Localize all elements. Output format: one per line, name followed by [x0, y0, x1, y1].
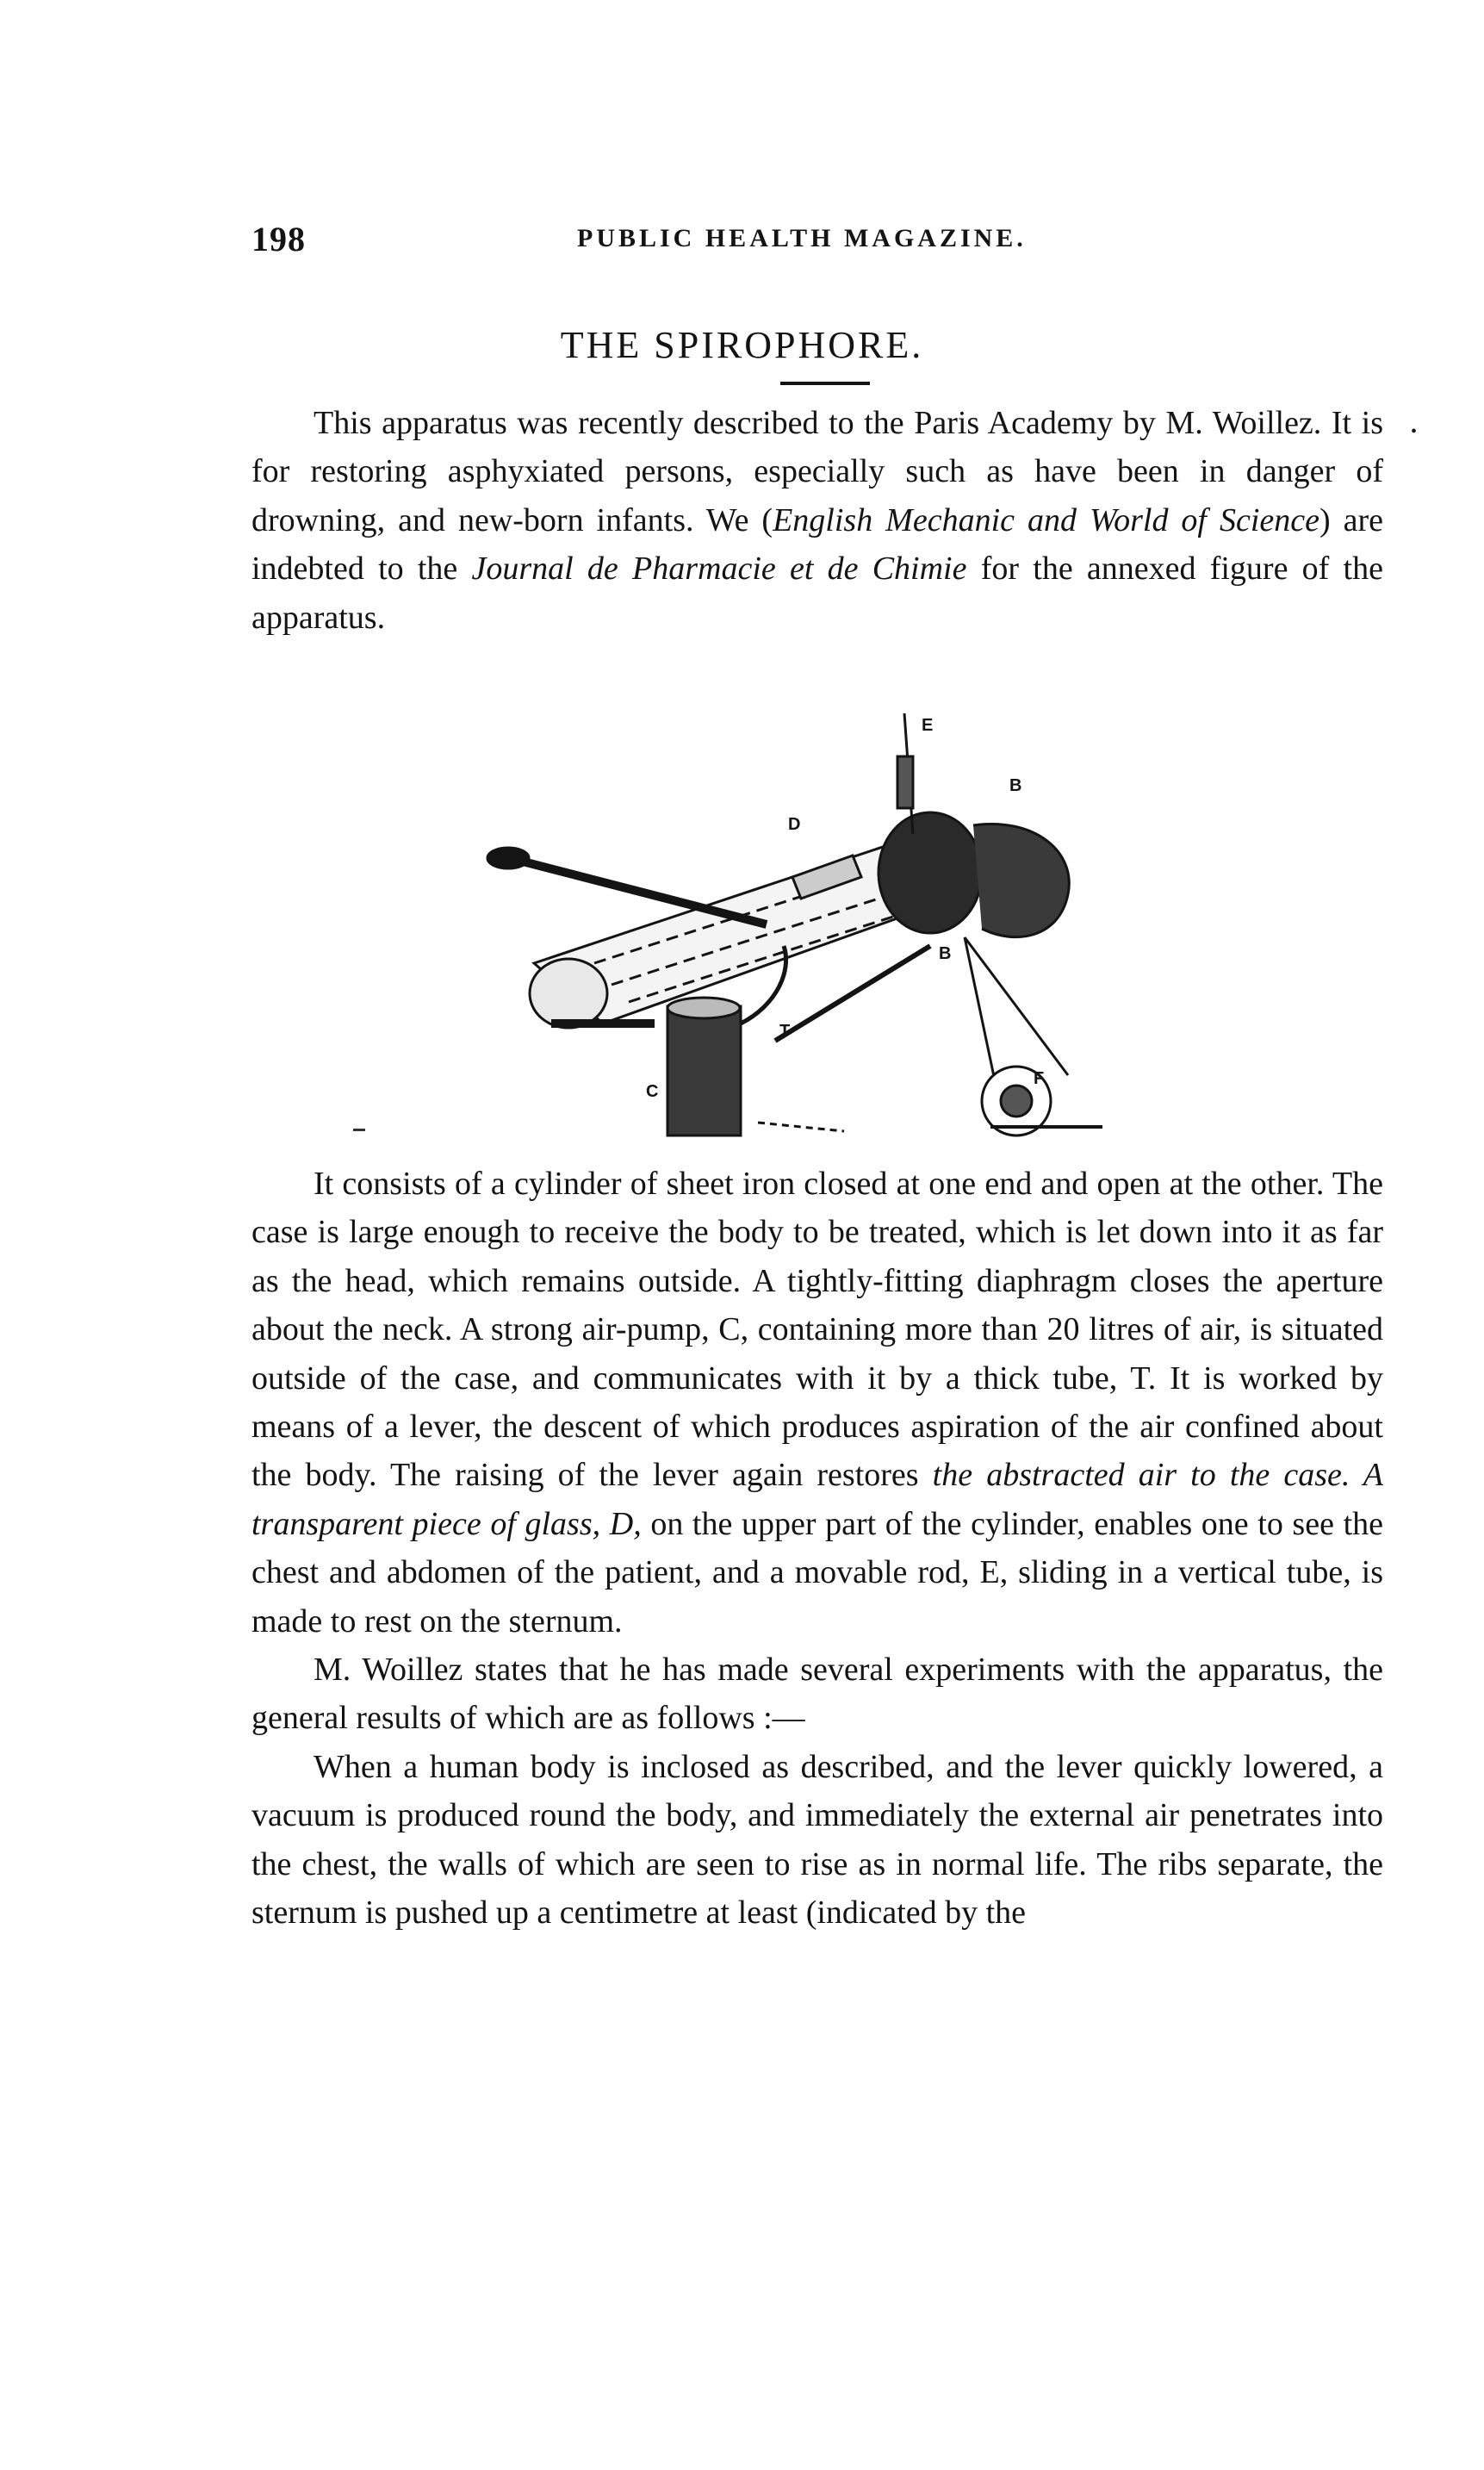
label-d: D: [788, 815, 801, 834]
article-title: THE SPIROPHORE.: [560, 324, 924, 366]
label-t: T: [779, 1022, 791, 1041]
intro-text-b: ) are indebted to the: [251, 501, 1383, 588]
description-text-b: on the upper part of the cylinder, enables one to see the chest and abdomen of the patient, and a movable rod, E, sliding in a vertical tube, is made to rest on the sternum.: [251, 1505, 1383, 1639]
label-b: B: [1009, 776, 1022, 795]
spirophore-figure: [482, 696, 1189, 1144]
intro-text-c: for the annexed figure of the apparatus.: [251, 551, 1383, 636]
body-block: [251, 1160, 1383, 1938]
label-c: C: [646, 1082, 659, 1101]
results-intro-paragraph: M. Woillez states that he has made several experiments with the apparatus, the general results of which are as follows :—: [251, 1652, 1383, 1737]
results-paragraph: When a human body is inclosed as described, and the lever quickly lowered, a vacuum is produced round the body, and immediately the external air penetrates into the chest, the walls of which are seen to rise as in normal life. The ribs separate, the sternum is pushed up a centimetre at least (indicated by the: [251, 1748, 1383, 1932]
intro-block: [251, 399, 1383, 642]
label-b-lower: B: [939, 944, 952, 963]
description-italic: the abstracted air to the case. A transparent piece of glass, D,: [251, 1457, 1383, 1542]
label-f: F: [1034, 1069, 1045, 1088]
label-e: E: [922, 716, 934, 735]
spirophore-illustration: [482, 696, 1189, 1144]
intro-text-a: This apparatus was recently described to the Paris Academy by M. Woillez. It is for restoring asphyxiated persons, especially such as have been in danger of drowning, and new-born infants. We (: [251, 405, 1383, 538]
stray-mark: •: [1411, 422, 1418, 441]
intro-paragraph: [251, 399, 1383, 642]
description-paragraph: [251, 1160, 1383, 1646]
description-text-a: It consists of a cylinder of sheet iron closed at one end and open at the other. The case is large enough to receive the body to be treated, which is let down into it as far as the head, which remains outside. A tightly-fitting diaphragm closes the aperture about the neck. A strong air-pump, C, containing more than 20 litres of air, is situated outside of the case, and communicates with it by a thick tube, T. It is worked by means of a lever, the descent of which produces aspiration of the air confined about the body. The raising of the lever again restores: [251, 1166, 1383, 1494]
source-title: English Mechanic and World of Science: [773, 501, 1319, 538]
page-number: 198: [251, 220, 306, 258]
journal-title: Journal de Pharmacie et de Chimie: [471, 551, 967, 588]
running-title: PUBLIC HEALTH MAGAZINE.: [577, 224, 1027, 252]
title-rule: [780, 382, 870, 385]
figure-margin-mark: [353, 1129, 365, 1131]
